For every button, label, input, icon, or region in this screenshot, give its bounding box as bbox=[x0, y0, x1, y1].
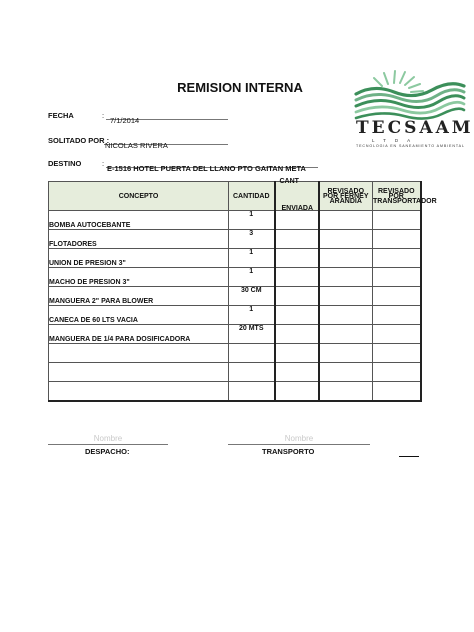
row-cantidad bbox=[229, 344, 275, 363]
row-concepto: UNION DE PRESION 3" bbox=[49, 249, 229, 268]
despacho-name-placeholder: Nombre bbox=[93, 434, 123, 443]
row-revisado-ferney bbox=[319, 382, 373, 402]
row-cantidad bbox=[229, 382, 275, 402]
document-title: REMISION INTERNA bbox=[177, 80, 303, 95]
row-cant-enviada bbox=[275, 344, 319, 363]
table-row bbox=[49, 325, 421, 344]
fecha-value: 7/1/2014 bbox=[110, 116, 140, 125]
row-concepto: CANECA DE 60 LTS VACIA bbox=[49, 306, 229, 325]
logo-name: TECSAAM bbox=[356, 118, 474, 138]
despacho-label: DESPACHO: bbox=[85, 447, 130, 456]
table-row bbox=[49, 287, 421, 306]
table-row bbox=[49, 344, 421, 363]
header-revisado-transportador: REVISADO POR TRANSPORTADOR bbox=[373, 182, 421, 211]
row-cantidad: 30 CM bbox=[229, 287, 275, 306]
footer-short-line bbox=[399, 456, 419, 457]
row-concepto: MANGUERA 2" PARA BLOWER bbox=[49, 287, 229, 306]
row-revisado-transportador bbox=[373, 382, 421, 402]
destino-line bbox=[106, 158, 318, 173]
table-row bbox=[49, 382, 421, 402]
solicitado-label: SOLITADO POR : bbox=[48, 136, 110, 145]
header-cantidad: CANTIDAD bbox=[229, 182, 275, 211]
header-cant-enviada bbox=[275, 178, 319, 212]
row-cant-enviada bbox=[275, 249, 319, 268]
row-concepto bbox=[49, 382, 229, 402]
row-revisado-ferney bbox=[319, 287, 373, 306]
table-row bbox=[49, 268, 421, 287]
row-revisado-transportador bbox=[373, 325, 421, 344]
row-cant-enviada bbox=[275, 306, 319, 325]
row-revisado-ferney bbox=[319, 249, 373, 268]
transporte-label: TRANSPORTO bbox=[262, 447, 315, 456]
row-cant-enviada bbox=[275, 211, 319, 230]
logo-ltda: LTDA bbox=[372, 138, 420, 143]
row-concepto: MANGUERA DE 1/4 PARA DOSIFICADORA bbox=[49, 325, 229, 344]
items-table bbox=[48, 178, 437, 402]
table-header-row bbox=[49, 182, 421, 211]
destino-sep: : bbox=[102, 159, 105, 168]
row-concepto: MACHO DE PRESION 3" bbox=[49, 268, 229, 287]
row-concepto: BOMBA AUTOCEBANTE bbox=[49, 211, 229, 230]
row-revisado-ferney bbox=[319, 268, 373, 287]
row-cant-enviada bbox=[275, 382, 319, 402]
transporte-signature-line bbox=[228, 444, 370, 445]
fecha-line bbox=[106, 110, 228, 125]
row-cant-enviada bbox=[275, 363, 319, 382]
row-cantidad: 3 bbox=[229, 230, 275, 249]
destino-label: DESTINO bbox=[48, 159, 82, 168]
row-cant-enviada bbox=[275, 268, 319, 287]
row-revisado-transportador bbox=[373, 363, 421, 382]
table-row bbox=[49, 249, 421, 268]
solicitado-value: NICOLAS RIVERA bbox=[105, 141, 168, 150]
header-cant-bottom: ENVIADA bbox=[281, 205, 314, 212]
row-revisado-transportador bbox=[373, 211, 421, 230]
row-cantidad bbox=[229, 363, 275, 382]
row-revisado-transportador bbox=[373, 249, 421, 268]
row-cantidad: 1 bbox=[229, 249, 275, 268]
table-row bbox=[49, 306, 421, 325]
despacho-signature-line bbox=[48, 444, 168, 445]
row-concepto: FLOTADORES bbox=[49, 230, 229, 249]
row-cant-enviada bbox=[275, 325, 319, 344]
row-cantidad: 1 bbox=[229, 306, 275, 325]
solicitado-line bbox=[104, 135, 228, 150]
row-cantidad: 20 MTS bbox=[229, 325, 275, 344]
row-revisado-transportador bbox=[373, 344, 421, 363]
row-revisado-transportador bbox=[373, 287, 421, 306]
header-revisado-ferney: REVISADO POR FERNEY ARANDIA bbox=[319, 182, 373, 211]
row-revisado-ferney bbox=[319, 306, 373, 325]
fecha-label: FECHA bbox=[48, 111, 74, 120]
row-revisado-ferney bbox=[319, 230, 373, 249]
waves-logo-icon bbox=[354, 64, 466, 120]
row-revisado-ferney bbox=[319, 344, 373, 363]
row-revisado-ferney bbox=[319, 363, 373, 382]
row-revisado-transportador bbox=[373, 306, 421, 325]
row-cantidad: 1 bbox=[229, 211, 275, 230]
row-revisado-ferney bbox=[319, 211, 373, 230]
transporte-name-placeholder: Nombre bbox=[284, 434, 314, 443]
row-concepto bbox=[49, 363, 229, 382]
row-cant-enviada bbox=[275, 287, 319, 306]
row-revisado-ferney bbox=[319, 325, 373, 344]
table-row bbox=[49, 230, 421, 249]
header-cant-top: CANT bbox=[279, 178, 299, 185]
destino-value: E-1516 HOTEL PUERTA DEL LLANO PTO GAITAN META bbox=[107, 164, 306, 173]
row-cantidad: 1 bbox=[229, 268, 275, 287]
row-revisado-transportador bbox=[373, 268, 421, 287]
row-cant-enviada bbox=[275, 230, 319, 249]
table-row bbox=[49, 363, 421, 382]
table-row bbox=[49, 211, 421, 230]
fecha-sep: : bbox=[102, 111, 105, 120]
row-revisado-transportador bbox=[373, 230, 421, 249]
logo-subtitle: TECNOLOGIA EN SANEAMIENTO AMBIENTAL bbox=[356, 144, 465, 148]
header-concepto: CONCEPTO bbox=[49, 182, 229, 211]
row-concepto bbox=[49, 344, 229, 363]
